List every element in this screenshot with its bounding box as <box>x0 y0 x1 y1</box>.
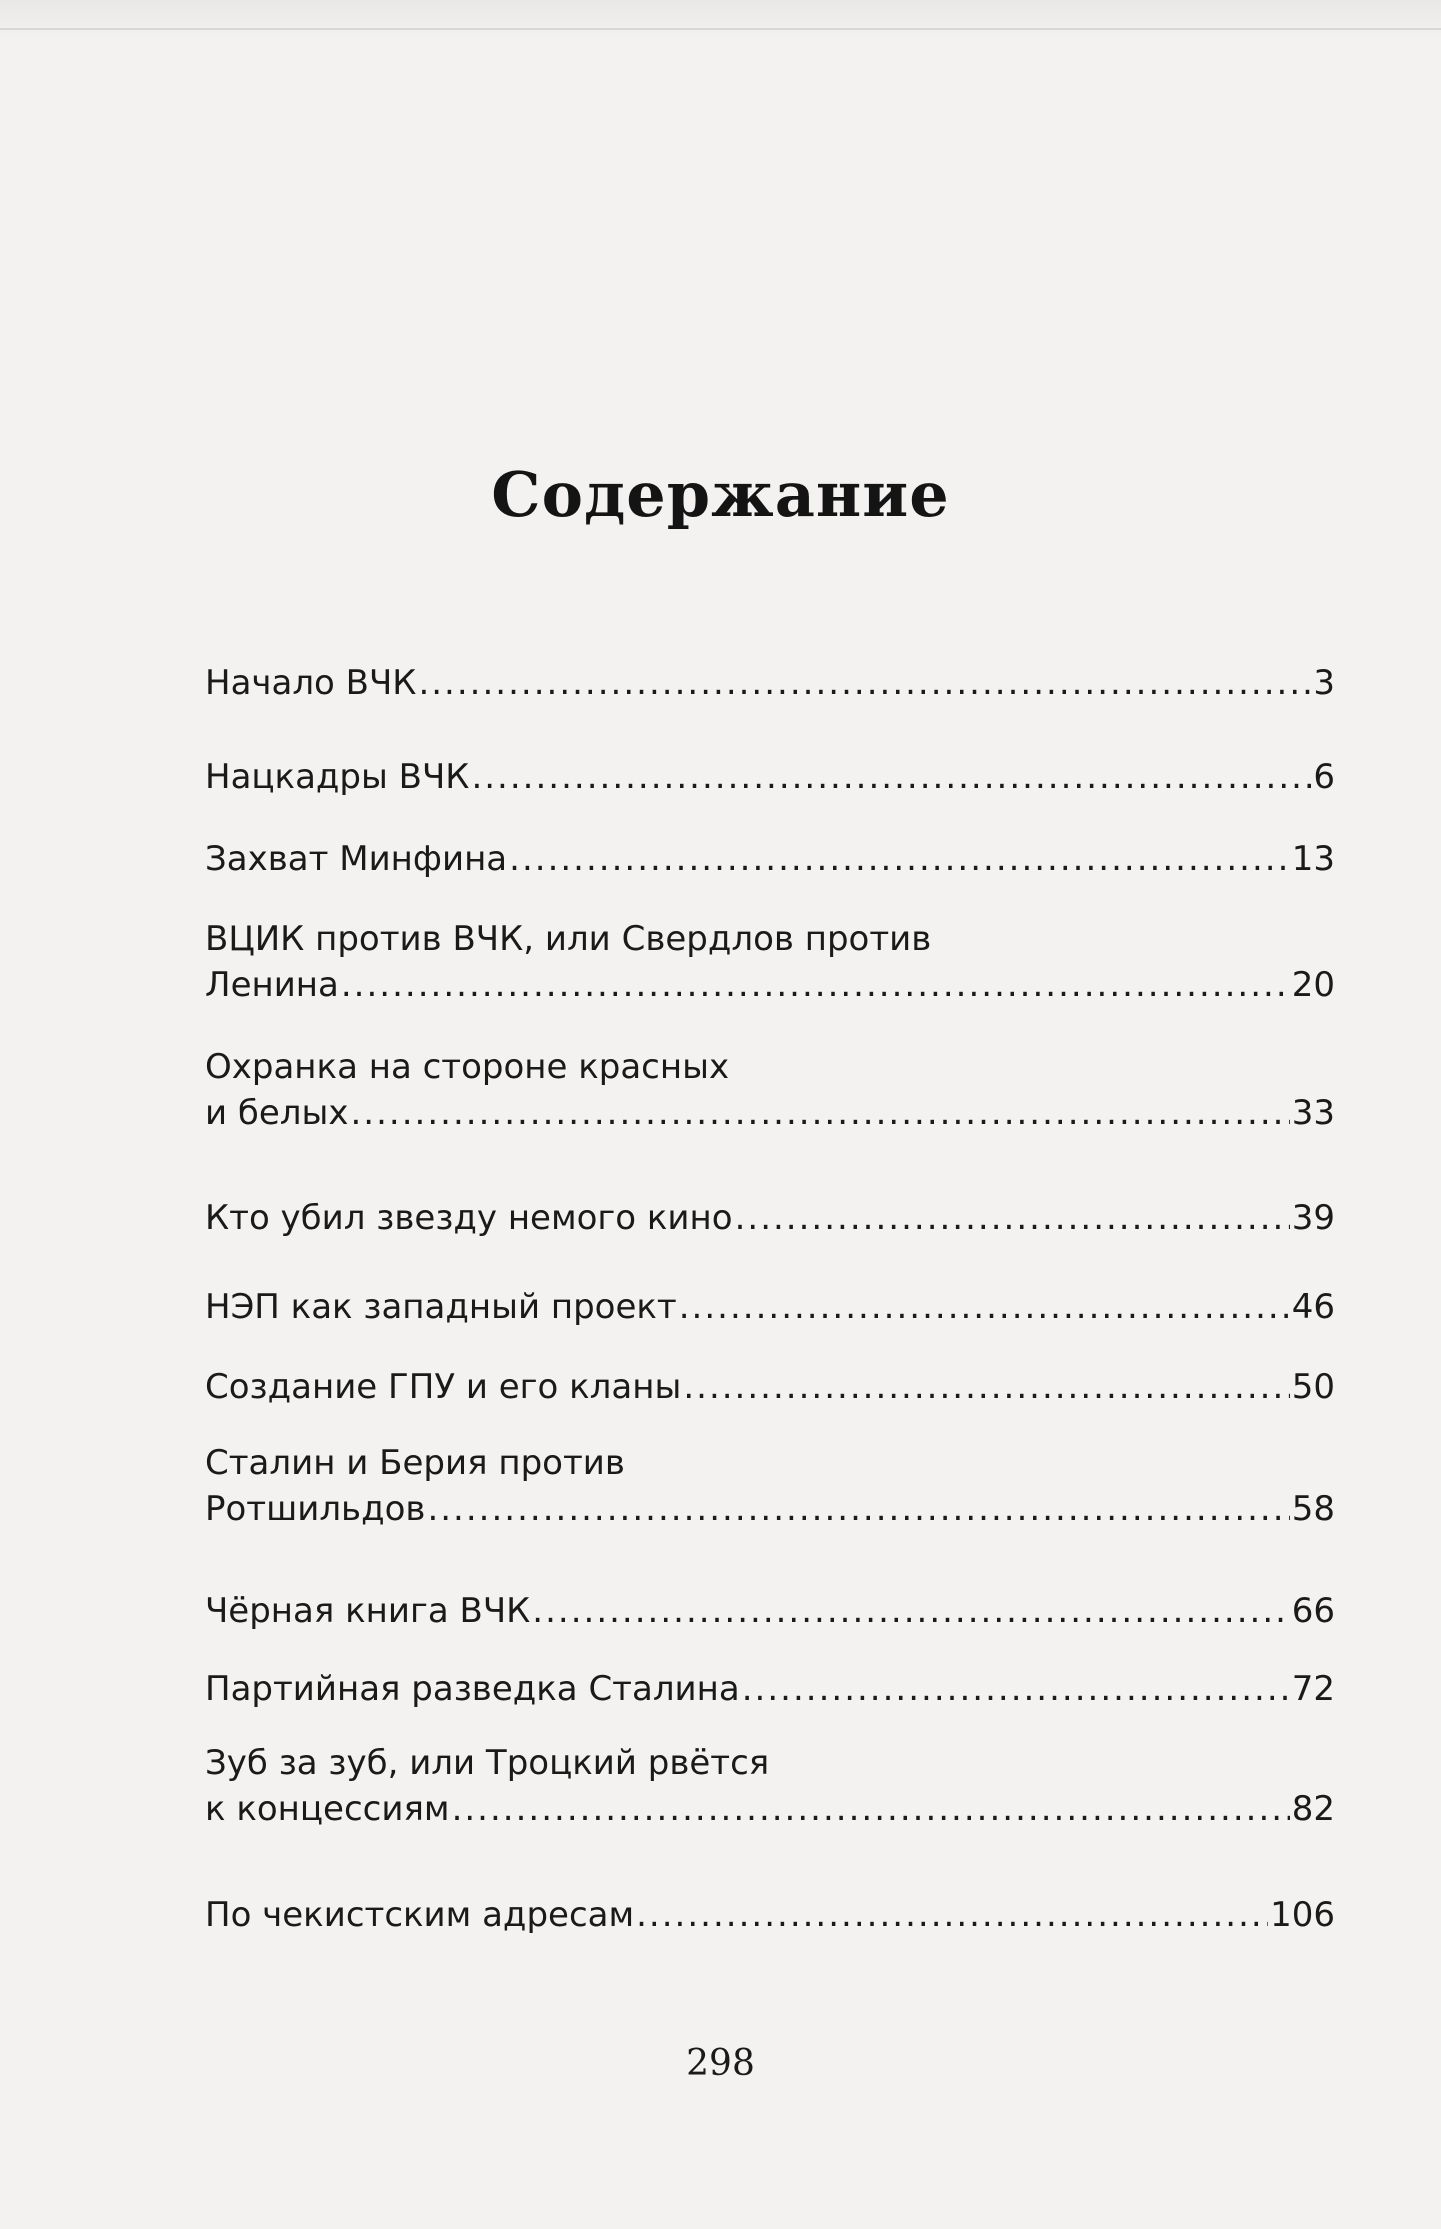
toc-entry <box>205 660 1335 706</box>
toc-leader-dots <box>452 1786 1290 1832</box>
toc-leader-dots <box>341 962 1290 1008</box>
toc-entry <box>205 836 1335 882</box>
toc-entry-title: Зуб за зуб, или Троцкий рвётся <box>205 1743 770 1783</box>
page-number: 298 <box>686 2043 755 2084</box>
toc-entry-title: Захват Минфина <box>205 839 508 879</box>
top-edge-rule <box>0 28 1441 30</box>
toc-entry-title: Нацкадры ВЧК <box>205 757 470 797</box>
toc-entry-title: По чекистским адресам <box>205 1895 635 1935</box>
toc-leader-dots <box>636 1892 1268 1938</box>
toc-entry-title: Чёрная книга ВЧК <box>205 1591 531 1631</box>
toc-entry-title-continued: Ротшильдов <box>205 1489 426 1529</box>
toc-entry <box>205 1364 1335 1410</box>
toc-entry-page: 46 <box>1291 1287 1335 1327</box>
toc-entry-title: НЭП как западный проект <box>205 1287 677 1327</box>
toc-entry-page: 13 <box>1291 839 1335 879</box>
toc-leader-dots <box>471 754 1311 800</box>
toc-entry <box>205 1195 1335 1241</box>
toc-entry-title-continued: к концессиям <box>205 1789 450 1829</box>
toc-leader-dots <box>532 1588 1289 1634</box>
toc-entry-page: 82 <box>1291 1789 1335 1829</box>
toc-entry <box>205 1892 1335 1938</box>
toc-entry-page: 3 <box>1313 663 1335 703</box>
toc-entry-page: 6 <box>1313 757 1335 797</box>
toc-entry <box>205 1440 1335 1532</box>
toc-entry-title: Начало ВЧК <box>205 663 417 703</box>
toc-entry-title: Охранка на стороне красных <box>205 1047 730 1087</box>
toc-entry <box>205 1740 1335 1832</box>
toc-entry-page: 33 <box>1291 1093 1335 1133</box>
toc-entry-title: Создание ГПУ и его кланы <box>205 1367 682 1407</box>
toc-leader-dots <box>351 1090 1290 1136</box>
toc-entry <box>205 1588 1335 1634</box>
toc-entry-title: ВЦИК против ВЧК, или Свердлов против <box>205 919 932 959</box>
toc-entry-title: Кто убил звезду немого кино <box>205 1198 733 1238</box>
toc-entry <box>205 1666 1335 1712</box>
toc-entry-title-continued: и белых <box>205 1093 349 1133</box>
toc-leader-dots <box>418 660 1311 706</box>
toc-entry-title-continued: Ленина <box>205 965 339 1005</box>
toc-entry-page: 50 <box>1291 1367 1335 1407</box>
toc-entry-page: 72 <box>1291 1669 1335 1709</box>
toc-leader-dots <box>742 1666 1290 1712</box>
toc-entry-title: Сталин и Берия против <box>205 1443 625 1483</box>
toc-leader-dots <box>735 1195 1290 1241</box>
toc-entry <box>205 1284 1335 1330</box>
toc-entry <box>205 754 1335 800</box>
toc-entry <box>205 1044 1335 1136</box>
page-title: Содержание <box>491 458 950 531</box>
toc-entry-page: 66 <box>1291 1591 1335 1631</box>
toc-leader-dots <box>509 836 1290 882</box>
toc-entry <box>205 916 1335 1008</box>
toc-entry-page: 20 <box>1291 965 1335 1005</box>
toc-entry-page: 58 <box>1291 1489 1335 1529</box>
toc-leader-dots <box>679 1284 1290 1330</box>
toc-entry-title: Партийная разведка Сталина <box>205 1669 740 1709</box>
toc-entry-page: 39 <box>1291 1198 1335 1238</box>
toc-entry-page: 106 <box>1270 1895 1335 1935</box>
toc-leader-dots <box>683 1364 1289 1410</box>
toc-leader-dots <box>427 1486 1289 1532</box>
